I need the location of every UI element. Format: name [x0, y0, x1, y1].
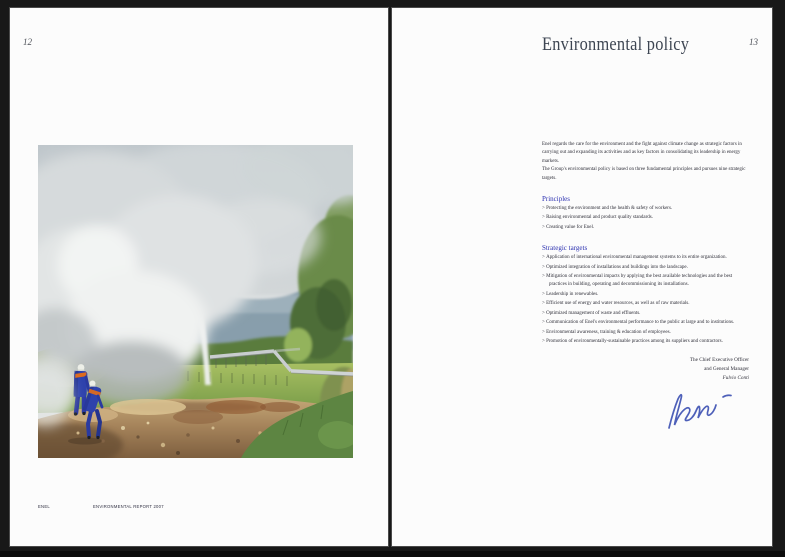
intro-paragraph-1: Enel regards the care for the environment and the fight against climate change as strategic factors in carrying out and expanding its activities and as key factors in consolidating its leadership in energy markets. — [542, 142, 742, 164]
page-left — [10, 8, 388, 546]
signatory-role-1: The Chief Executive Officer — [689, 357, 749, 364]
policy-item: > Raising environmental and product quality standards. — [542, 214, 749, 222]
policy-item: > Optimized integration of installations and buildings into the landscape. — [542, 264, 749, 272]
policy-item: > Mitigation of environmental impacts by applying the best available technologies and the best practices in building, operating and decommissioning its installations. — [542, 273, 749, 290]
policy-item: > Promotion of environmentally-sustainable practices among its suppliers and contractors. — [542, 338, 749, 346]
policy-item: > Environmental awareness, training & education of employees. — [542, 329, 749, 337]
signatory-role-2: and General Manager — [704, 366, 749, 373]
signatory-name: Fulvio Conti — [722, 375, 749, 382]
policy-item: > Efficient use of energy and water resources, as well as of raw materials. — [542, 300, 749, 308]
intro-paragraph-2: The Group's environmental policy is based on three fundamental principles and pursues nine strategic targets. — [542, 167, 746, 181]
footer-brand: ENEL — [38, 504, 50, 509]
signature-block — [542, 356, 749, 431]
page-title: Environmental policy — [542, 34, 690, 55]
strategic-targets-heading: Strategic targets — [542, 244, 588, 253]
strategic-targets-list — [542, 254, 749, 346]
page-number-left: 12 — [23, 37, 32, 47]
footer-report-title: ENVIRONMENTAL REPORT 2007 — [93, 504, 164, 509]
geothermal-photo-frame — [38, 145, 353, 458]
signature-handwriting — [657, 385, 737, 431]
page-number-right: 13 — [749, 37, 758, 47]
page-right — [392, 8, 772, 546]
policy-item: > Protecting the environment and the health & safety of workers. — [542, 205, 749, 213]
policy-text-column — [542, 141, 749, 431]
geothermal-photo — [38, 145, 353, 458]
principles-heading: Principles — [542, 195, 570, 204]
principles-list — [542, 205, 749, 232]
policy-item: > Communication of Enel's environmental performance to the public at large and to institutions. — [542, 319, 749, 327]
policy-item: > Creating value for Enel. — [542, 224, 749, 232]
policy-item: > Optimized management of waste and effluents. — [542, 310, 749, 318]
policy-item: > Leadership in renewables. — [542, 291, 749, 299]
policy-item: > Application of international environmental management systems to its entire organization. — [542, 254, 749, 262]
